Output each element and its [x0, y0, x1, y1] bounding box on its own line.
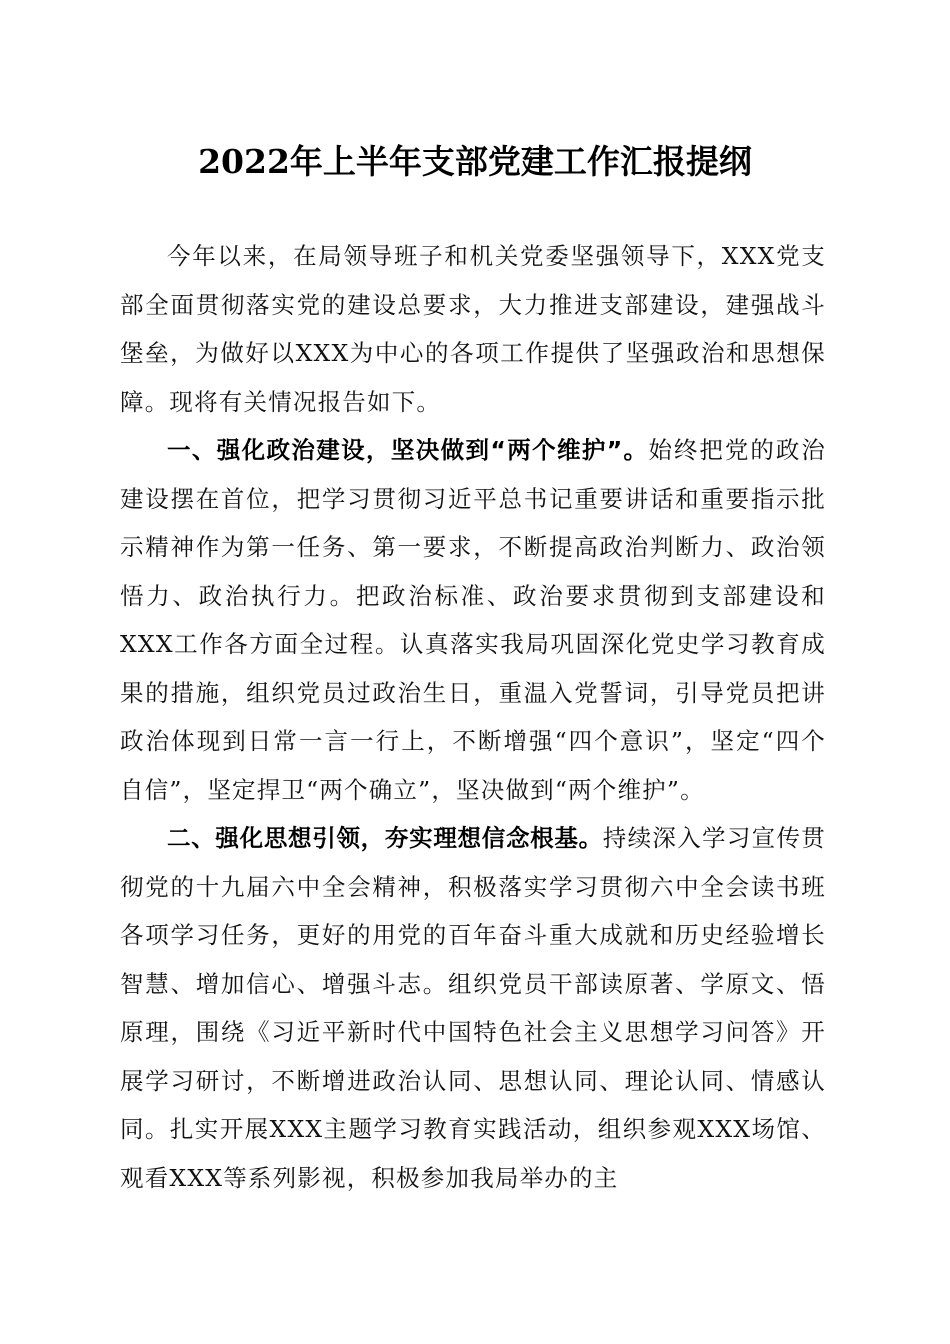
section-paragraph-1 [120, 426, 826, 814]
section-heading-1: 一、强化政治建设，坚决做到“两个维护”。 [167, 436, 649, 464]
document-body [120, 232, 826, 1202]
section-text-2: 持续深入学习宣传贯彻党的十九届六中全会精神，积极落实学习贯彻六中全会读书班各项学习任务，更好的用党的百年奋斗重大成就和历史经验增长智慧、增加信心、增强斗志。组织党员干部读原著、学原文、悟原理，围绕《习近平新时代中国特色社会主义思想学习问答》开展学习研讨，不断增进政治认同、思想认同、理论认同、情感认同。扎实开展XXX主题学习教育实践活动，组织参观XXX场馆、观看XXX等系列影视，积极参加我局举办的主 [120, 824, 826, 1192]
section-paragraph-2 [120, 814, 826, 1202]
section-text-1: 始终把党的政治建设摆在首位，把学习贯彻习近平总书记重要讲话和重要指示批示精神作为第一任务、第一要求，不断提高政治判断力、政治领悟力、政治执行力。把政治标准、政治要求贯彻到支部建设和XXX工作各方面全过程。认真落实我局巩固深化党史学习教育成果的措施，组织党员过政治生日，重温入党誓词，引导党员把讲政治体现到日常一言一行上，不断增强“四个意识”，坚定“四个自信”，坚定捍卫“两个确立”，坚决做到“两个维护”。 [120, 436, 826, 804]
section-heading-2: 二、强化思想引领，夯实理想信念根基。 [167, 824, 603, 852]
document-title: 2022年上半年支部党建工作汇报提纲 [198, 142, 752, 181]
intro-paragraph: 今年以来，在局领导班子和机关党委坚强领导下，XXX党支部全面贯彻落实党的建设总要求，大力推进支部建设，建强战斗堡垒，为做好以XXX为中心的各项工作提供了坚强政治和思想保障。现将有关情况报告如下。 [120, 242, 826, 416]
